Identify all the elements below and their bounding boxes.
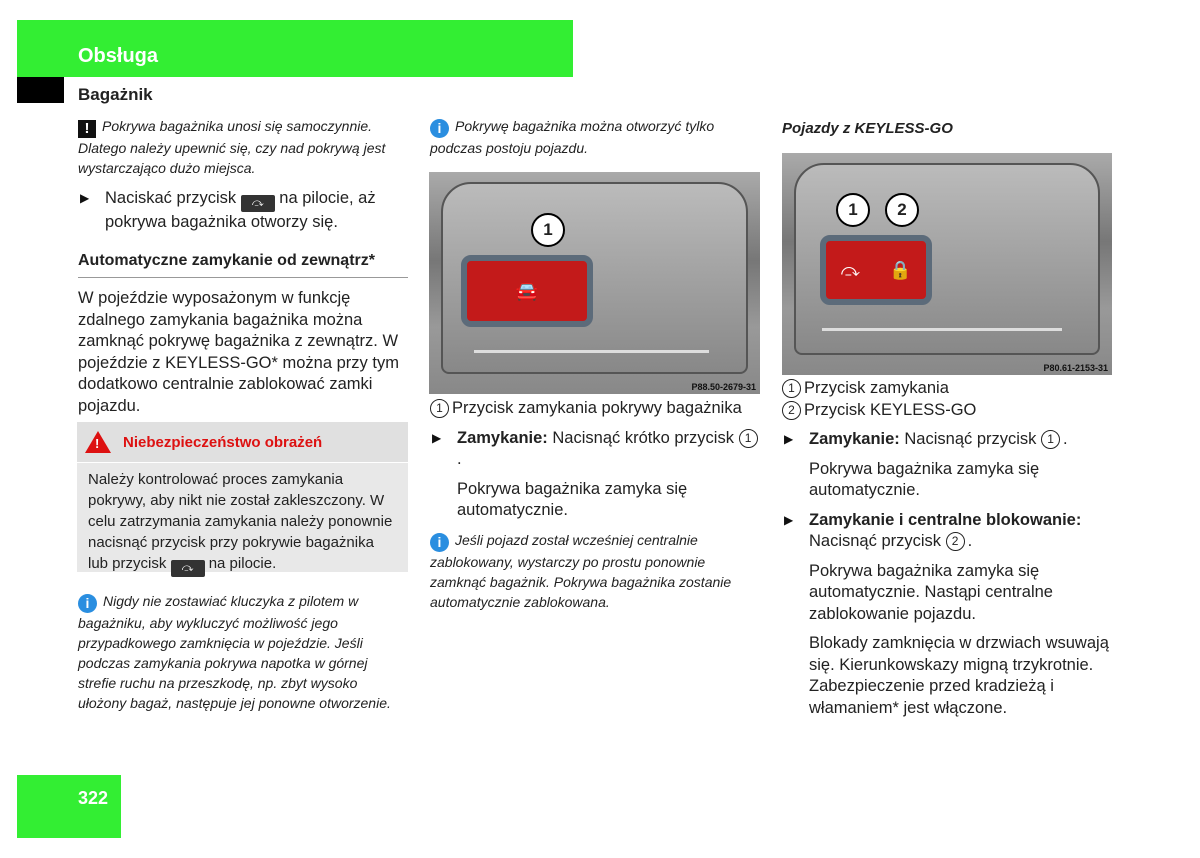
chapter-title: Obsługa [78,45,159,67]
info-icon: i [430,119,449,138]
legend-1: 1 Przycisk zamykania [782,378,1112,400]
info-note-keys: i Nigdy nie zostawiać kluczyka z pilotem w bagażniku, aby wykluczyć możliwość jego przypadkowego zamknięcia w pojeździe. Jeśli podczas zamykania pokrywa napotka w górnej strefie ruchu na przeszkodę, np. zbyt wysoko ułożony bagaż, następuje jej ponowne otworzenie. [78,593,391,711]
danger-text: Należy kontrolować proces zamykania pokrywy, aby nikt nie został zakleszczony. W celu zatrzymania zamykania należy ponownie nacisnąć przycisk przy pokrywie bagażnika lub przycisk ⤼ na pilocie. [77,463,408,583]
trunk-close-button: 🚘 [461,255,593,327]
trunk-button-icon: ⤼ [171,560,205,577]
close-step: ▶ Zamykanie: Nacisnąć krótko przycisk 1. [430,428,765,471]
callout-2: 2 [885,193,919,227]
warning-triangle-icon [85,431,111,453]
keyless-heading: Pojazdy z KEYLESS-GO [782,120,953,137]
exclamation-icon: ! [78,120,96,138]
callout-1: 1 [836,193,870,227]
keyless-buttons [820,235,932,305]
legend-2: 2 Przycisk KEYLESS-GO [782,400,1112,422]
lock-result: Pokrywa bagażnika zamyka się automatycznie. Nastąpi centralne zablokowanie pojazdu. [809,561,1053,623]
page-number: 322 [78,788,109,808]
column-1 [78,116,408,417]
warning-note: ! Pokrywa bagażnika unosi się samoczynnie. Dlatego należy upewnić się, czy nad pokrywą jest wystarczająco dużo miejsca. [78,118,386,176]
trunk-button-photo [429,172,760,394]
image-code: P88.50-2679-31 [691,382,756,392]
info-icon: i [78,594,97,613]
trunk-button-icon: ⤼ [241,195,275,212]
trunk-close-icon: ⤼ [840,259,860,280]
auto-close-subheading: Automatyczne zamykanie od zewnątrz* [78,250,408,279]
keyless-button-photo [782,153,1112,375]
lock-extra: Blokady zamknięcia w drzwiach wsuwają się. Kierunkowskazy migną trzykrotnie. Zabezpieczenie przed kradzieżą i włamaniem* jest włączone. [809,634,1109,717]
close-step: ▶ Zamykanie: Nacisnąć przycisk 1 . [782,429,1112,451]
column-2-text [430,398,765,612]
danger-box [77,422,408,572]
open-step: ▶ Naciskać przycisk ⤼ na pilocie, aż pokrywa bagażnika otworzy się. [78,188,408,234]
section-marker [17,77,64,103]
callout-1: 1 [531,213,565,247]
info-note-locked: i Jeśli pojazd został wcześniej centralnie zablokowany, wystarczy po prostu ponownie zamknąć bagażnik. Pokrywa bagażnika zostanie automatycznie zablokowana. [430,531,732,610]
section-title: Bagażnik [78,85,153,104]
close-result: Pokrywa bagażnika zamyka się automatycznie. [457,479,688,519]
image-code: P80.61-2153-31 [1043,363,1108,373]
column-3-text [782,378,1112,719]
auto-close-paragraph: W pojeździe wyposażonym w funkcję zdalnego zamykania bagażnika można zamknąć pokrywę bagażnika z zewnątrz. W pojeździe z KEYLESS-GO* można przy tym dodatkowo centralnie zablokować zamki pojazdu. [78,289,399,415]
danger-title: Niebezpieczeństwo obrażeń [123,433,323,451]
info-icon: i [430,533,449,552]
lock-step: ▶ Zamykanie i centralne blokowanie: Nacisnąć przycisk 2 . [782,510,1112,553]
danger-header [77,422,408,463]
legend-1: 1 Przycisk zamykania pokrywy bagażnika [430,398,765,420]
padlock-icon: 🔒 [888,259,912,280]
close-result: Pokrywa bagażnika zamyka się automatycznie. [809,459,1040,499]
info-note-stationary: i Pokrywę bagażnika można otworzyć tylko podczas postoju pojazdu. [430,118,715,156]
